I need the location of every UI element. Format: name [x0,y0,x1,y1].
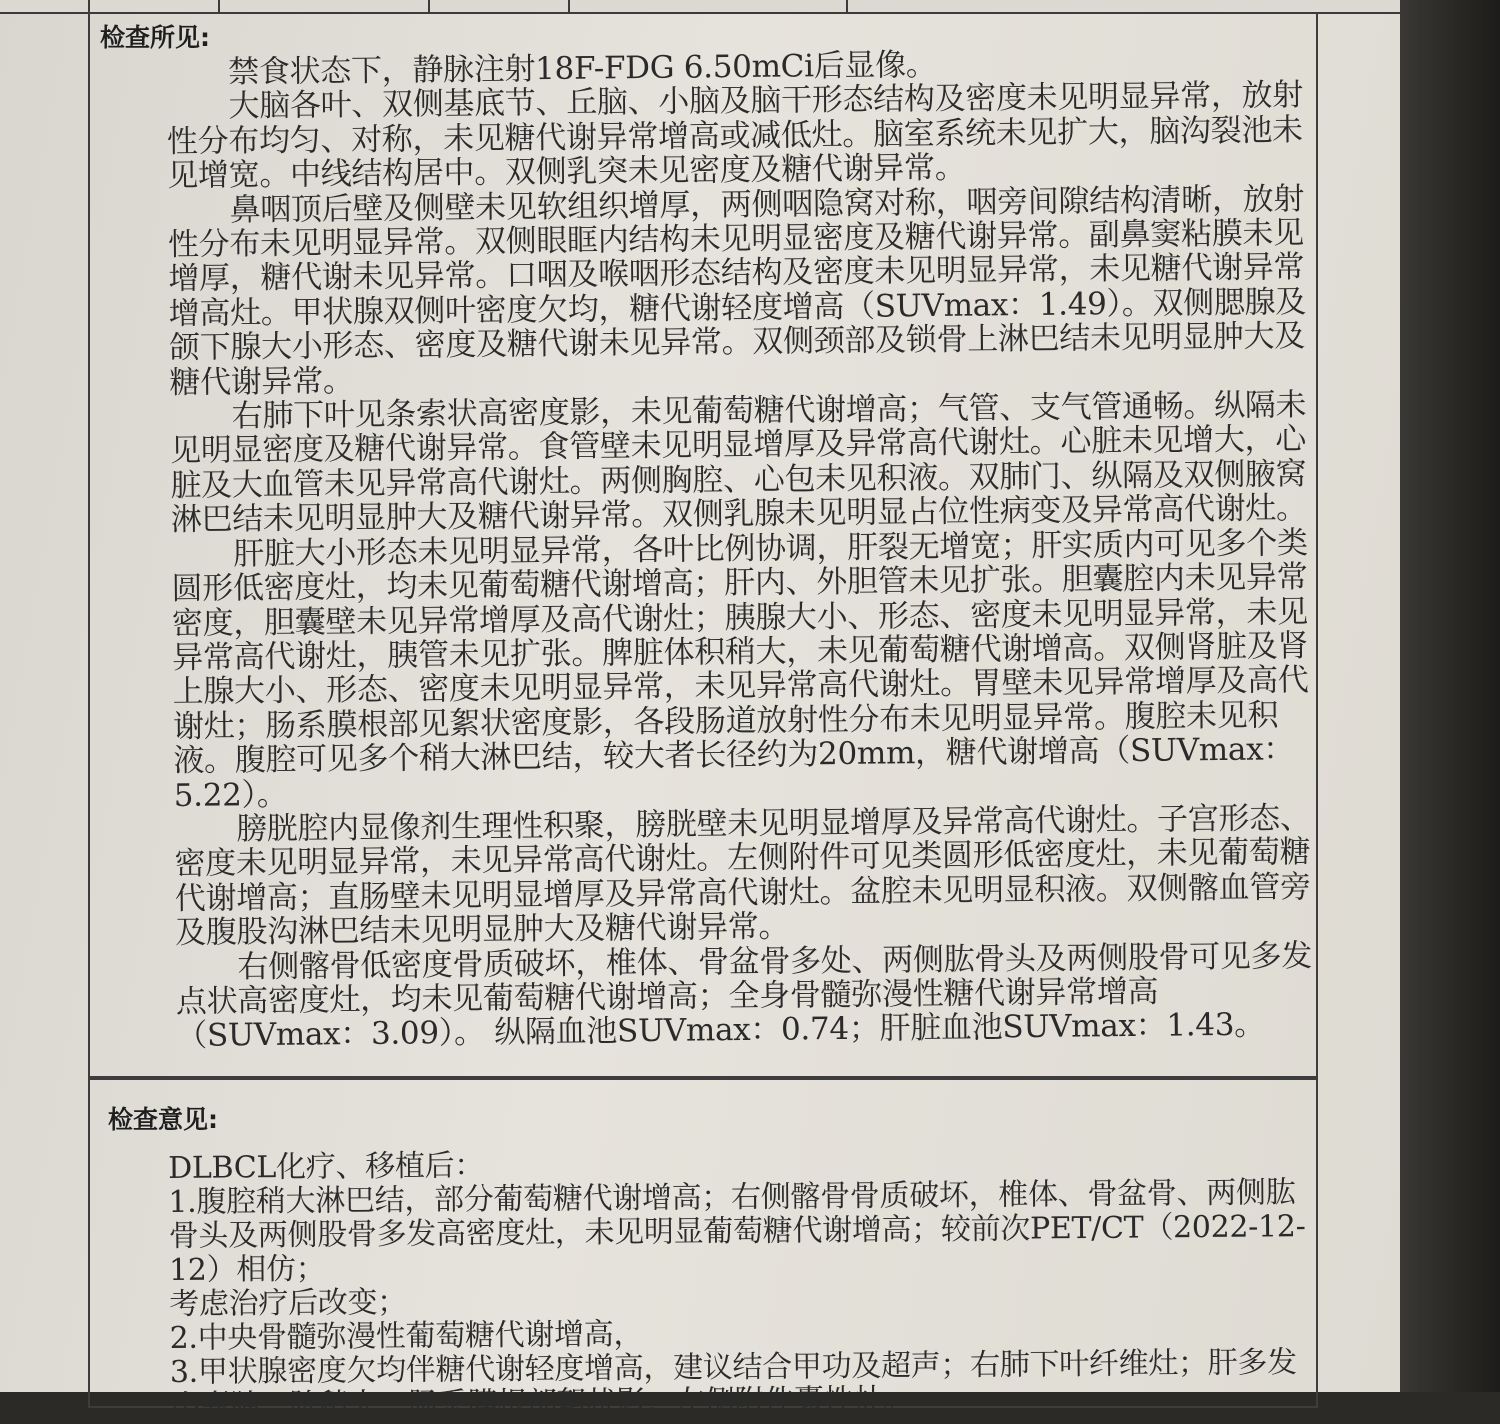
opinion-section [88,1078,1318,1424]
header-cell [88,0,220,12]
findings-paragraph: 右侧髂骨低密度骨质破坏，椎体、骨盆骨多处、两侧肱骨头及两侧股骨可见多发点状高密度灶，均未见葡萄糖代谢增高；全身骨髓弥漫性糖代谢异常增高（SUVmax：3.09）。 纵隔血池SUVmax：0.74；肝脏血池SUVmax：1.43。 [175,937,1313,1055]
findings-paragraph: 大脑各叶、双侧基底节、丘脑、小脑及脑干形态结构及密度未见明显异常，放射性分布均匀、对称，未见糖代谢异常增高或减低灶。脑室系统未见扩大，脑沟裂池未见增宽。中线结构居中。双侧乳突未见密度及糖代谢异常。 [166,77,1304,195]
opinion-line: 3.甲状腺密度欠均伴糖代谢轻度增高，建议结合甲功及超声；右肺下叶纤维灶；肝多发小囊肿；脾稍大；肠系膜根部絮状影；左侧附件囊性灶。 [169,1345,1297,1424]
opinion-line: 2.中央骨髓弥漫性葡萄糖代谢增高， [169,1316,644,1356]
findings-paragraph: 膀胱腔内显像剂生理性积聚，膀胱壁未见明显增厚及异常高代谢灶。子宫形态、密度未见明显异常，未见异常高代谢灶。左侧附件可见类圆形低密度灶，未见葡萄糖代谢增高；直肠壁未见明显增厚及异常高代谢灶。盆腔未见明显积液。双侧髂血管旁及腹股沟淋巴结未见明显肿大及糖代谢异常。 [174,799,1311,952]
opinion-text [168,1142,1310,1424]
header-cell [846,0,1320,12]
findings-label: 检查所见: [100,23,210,52]
findings-paragraph: 禁食状态下，静脉注射18F-FDG 6.50mCi后显像。 [227,46,937,91]
header-cell [568,0,848,12]
opinion-line: 考虑治疗后改变； [169,1284,408,1322]
findings-paragraph: 鼻咽顶后壁及侧壁未见软组织增厚，两侧咽隐窝对称，咽旁间隙结构清晰，放射性分布未见明显异常。双侧眼眶内结构未见明显密度及糖代谢异常。副鼻窦粘膜未见增厚，糖代谢未见异常。口咽及喉咽形态结构及密度未见明显异常，未见糖代谢异常增高灶。甲状腺双侧叶密度欠均，糖代谢轻度增高（SUVmax：1.49）。双侧腮腺及颌下腺大小形态、密度及糖代谢未见异常。双侧颈部及锁骨上淋巴结未见明显肿大及糖代谢异常。 [167,180,1307,401]
opinion-line: DLBCL化疗、移植后： [167,1148,485,1186]
findings-paragraph: 肝脏大小形态未见明显异常，各叶比例协调，肝裂无增宽；肝实质内可见多个类圆形低密度灶，均未见葡萄糖代谢增高；肝内、外胆管未见扩张。胆囊腔内未见异常密度，胆囊壁未见异常增厚及高代谢灶；胰腺大小、形态、密度未见明显异常，未见异常高代谢灶，胰管未见扩张。脾脏体积稍大，未见葡萄糖代谢增高。双侧肾脏及肾上腺大小、形态、密度未见明显异常，未见异常高代谢灶。胃壁未见异常增厚及高代谢灶；肠系膜根部见絮状密度影，各段肠道放射性分布未见明显异常。腹腔未见积液。腹腔可见多个稍大淋巴结，较大者长径约为20mm，糖代谢增高（SUVmax：5.22）。 [171,524,1309,814]
opinion-line: 1.腹腔稍大淋巴结，部分葡萄糖代谢增高；右侧髂骨骨质破坏，椎体、骨盆骨、两侧肱骨头及两侧股骨多发高密度灶，未见明显葡萄糖代谢增高；较前次PET/CT（2022-12-12）相仿； [168,1175,1306,1288]
findings-text [166,44,1321,1054]
findings-section [88,12,1318,1078]
header-cell [218,0,430,12]
background-shadow [1400,0,1500,1392]
opinion-label: 检查意见: [108,1105,218,1134]
findings-paragraph: 右肺下叶见条索状高密度影，未见葡萄糖代谢增高；气管、支气管通畅。纵隔未见明显密度及糖代谢异常。食管壁未见明显增厚及异常高代谢灶。心脏未见增大，心脏及大血管未见异常高代谢灶。两侧胸腔、心包未见积液。双肺门、纵隔及双侧腋窝淋巴结未见明显肿大及糖代谢异常。双侧乳腺未见明显占位性病变及异常高代谢灶。 [169,387,1307,539]
header-cell [428,0,570,12]
